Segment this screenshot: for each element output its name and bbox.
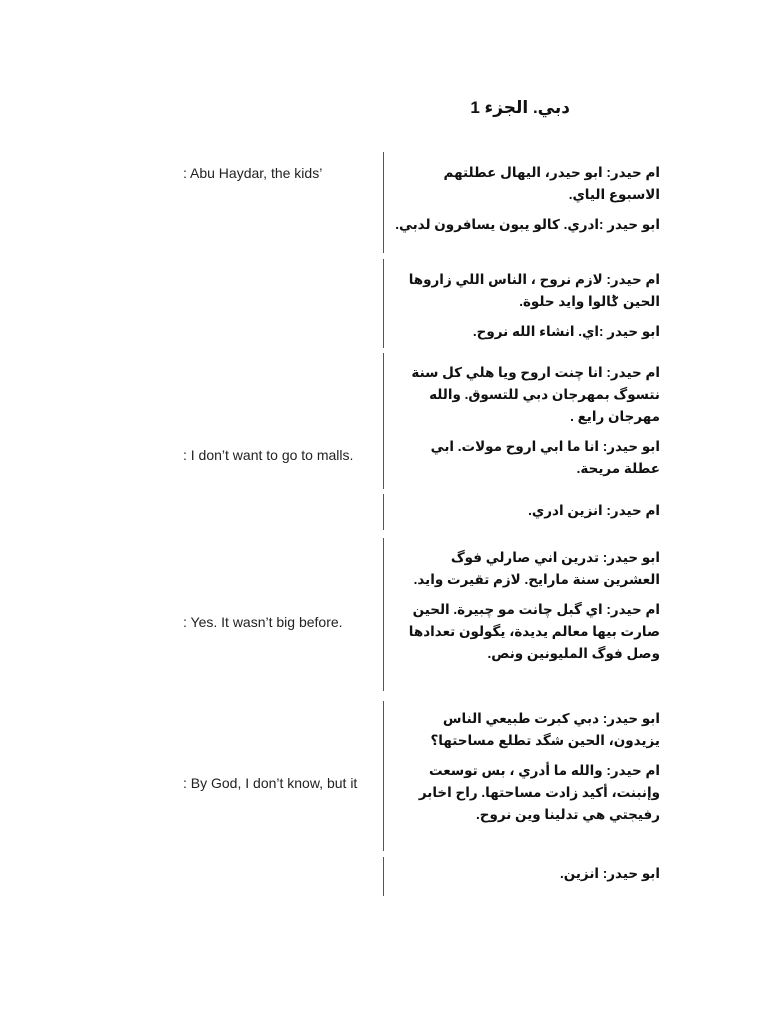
dialogue-row bbox=[0, 701, 768, 851]
english-translation: : By God, I don’t know, but it bbox=[183, 775, 358, 791]
dialogue-line: ام حيدر: اي گبل چانت مو چبيرة. الحين صارت بيها معالم يديدة، يگولون تعدادها وصل فوگ المليونين ونص. bbox=[408, 602, 660, 661]
arabic-dialogue bbox=[395, 547, 660, 673]
arabic-dialogue bbox=[395, 708, 660, 834]
dialogue-line: ابو حيدر: انزين. bbox=[559, 866, 660, 881]
column-divider bbox=[383, 259, 384, 348]
english-translation: : Abu Haydar, the kids’ bbox=[183, 165, 323, 181]
arabic-dialogue bbox=[395, 362, 660, 488]
column-divider bbox=[383, 494, 384, 530]
column-divider bbox=[383, 353, 384, 489]
dialogue-line: ابو حيدر: دبي كبرت طبيعي الناس يزيدون، الحين شگد تطلع مساحتها؟ bbox=[430, 711, 660, 748]
arabic-dialogue bbox=[395, 863, 660, 893]
column-divider bbox=[383, 701, 384, 851]
dialogue-line: ابو حيدر :ادري. كالو يبون يسافرون لدبي. bbox=[395, 217, 660, 232]
dialogue-line: ام حيدر: والله ما أدري ، بس توسعت وإنبنت، أكيد زادت مساحتها. راح اخابر رفيجتي هي تدلينا وين نروح. bbox=[418, 763, 660, 822]
dialogue-line: ابو حيدر: تدرين اني صارلي فوگ العشرين سنة مارايح. لازم تقيرت وايد. bbox=[413, 550, 660, 587]
dialogue-line: ام حيدر: انزين ادري. bbox=[528, 503, 660, 518]
dialogue-line: ام حيدر: ابو حيدر، اليهال عطلتهم الاسبوع الياي. bbox=[443, 165, 660, 202]
arabic-dialogue bbox=[395, 269, 660, 351]
arabic-dialogue bbox=[395, 162, 660, 244]
dialogue-row bbox=[0, 857, 768, 896]
column-divider bbox=[383, 857, 384, 896]
dialogue-line: ابو حيدر :اي. انشاء الله نروح. bbox=[472, 324, 660, 339]
dialogue-row bbox=[0, 353, 768, 489]
arabic-dialogue bbox=[395, 500, 660, 530]
dialogue-line: ابو حيدر: انا ما ابي اروح مولات. ابي عطلة مريحة. bbox=[430, 439, 660, 476]
dialogue-row bbox=[0, 494, 768, 530]
document-title: دبي. الجزء 1 bbox=[470, 98, 570, 117]
dialogue-row bbox=[0, 538, 768, 691]
dialogue-row bbox=[0, 259, 768, 348]
english-translation: : I don’t want to go to malls. bbox=[183, 447, 354, 463]
dialogue-row bbox=[0, 152, 768, 253]
english-translation: : Yes. It wasn’t big before. bbox=[183, 614, 343, 630]
dialogue-line: ام حيدر: انا چنت اروح ويا هلي كل سنة نتسوگ بمهرجان دبي للتسوق. والله مهرجان رايع . bbox=[411, 365, 660, 424]
dialogue-line: ام حيدر: لازم نروح ، الناس اللي زاروها الحين ݣالوا وايد حلوة. bbox=[408, 272, 660, 309]
column-divider bbox=[383, 152, 384, 253]
column-divider bbox=[383, 538, 384, 691]
